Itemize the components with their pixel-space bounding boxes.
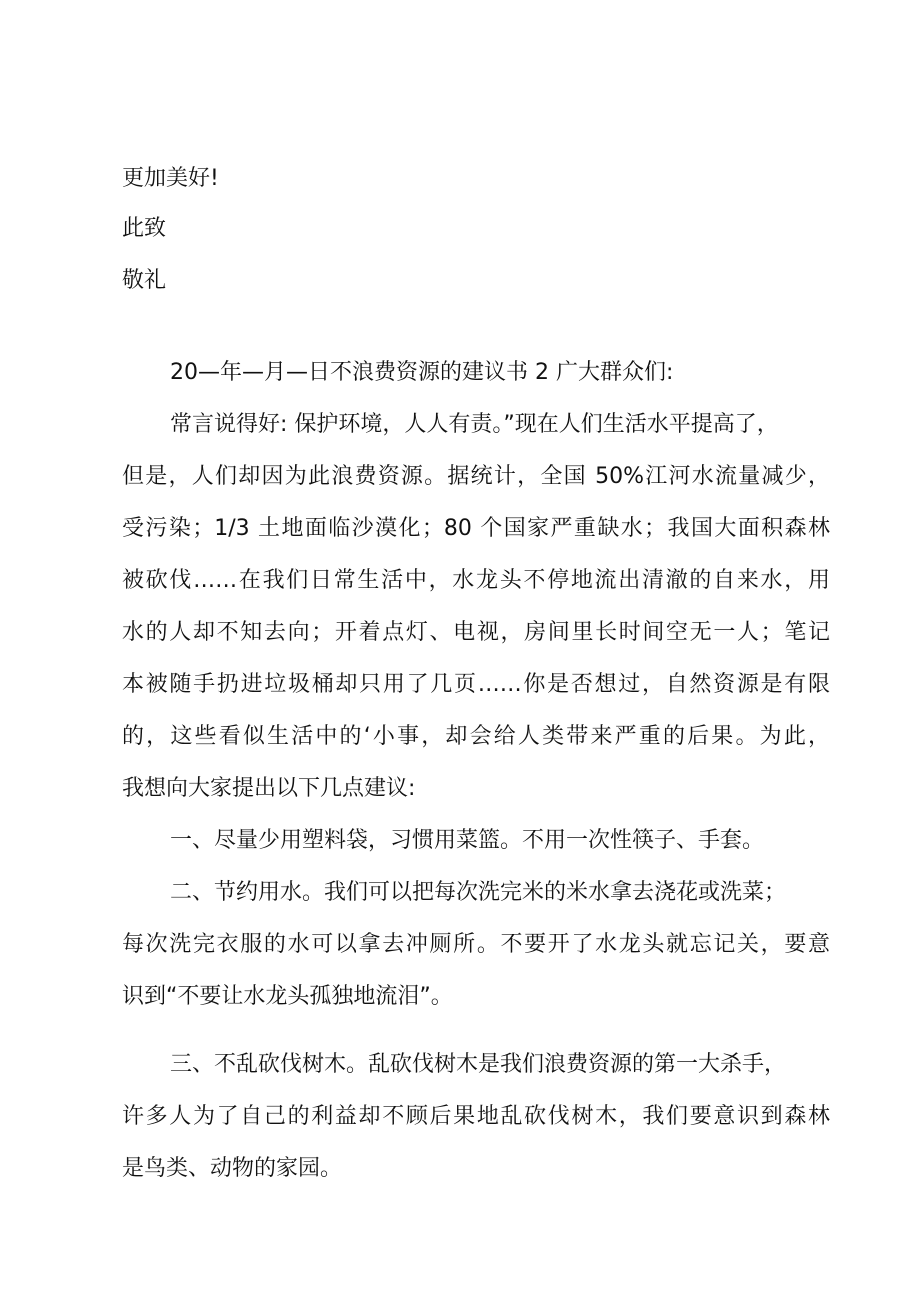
paragraph-line: 但是，人们却因为此浪费资源。据统计，全国 50%江河水流量减少， [122, 464, 830, 489]
paragraph-line: 受污染；1/3 土地面临沙漠化；80 个国家严重缺水；我国大面积森林 [122, 516, 830, 541]
suggestion-item-2: 二、节约用水。我们可以把每次洗完米的米水拿去浇花或洗菜； [170, 880, 787, 905]
proposal-heading: 20—年—月—日不浪费资源的建议书 2 广大群众们: [170, 360, 674, 385]
paragraph-line: 的，这些看似生活中的‘小事，却会给人类带来严重的后果。为此， [122, 724, 830, 749]
salutation-line: 此致 [122, 216, 167, 241]
closing-line: 更加美好! [122, 166, 219, 191]
paragraph-line: 我想向大家提出以下几点建议: [122, 776, 416, 801]
paragraph-line: 水的人却不知去向；开着点灯、电视，房间里长时间空无一人；笔记 [122, 620, 830, 645]
suggestion-item-3: 三、不乱砍伐树木。乱砍伐树木是我们浪费资源的第一大杀手， [170, 1052, 787, 1077]
paragraph-line: 本被随手扔进垃圾桶却只用了几页……你是否想过，自然资源是有限 [122, 672, 830, 697]
paragraph-line: 每次洗完衣服的水可以拿去冲厕所。不要开了水龙头就忘记关，要意 [122, 932, 830, 957]
paragraph-line: 常言说得好: 保护环境，人人有责。”现在人们生活水平提高了， [170, 412, 779, 437]
paragraph-line: 识到“不要让水龙头孤独地流泪”。 [122, 984, 453, 1009]
suggestion-item-1: 一、尽量少用塑料袋，习惯用菜篮。不用一次性筷子、手套。 [170, 828, 765, 853]
paragraph-line: 许多人为了自己的利益却不顾后果地乱砍伐树木，我们要意识到森林 [122, 1104, 830, 1129]
salutation-line: 敬礼 [122, 268, 167, 293]
paragraph-line: 被砍伐……在我们日常生活中，水龙头不停地流出清澈的自来水，用 [122, 568, 830, 593]
paragraph-line: 是鸟类、动物的家园。 [122, 1156, 343, 1181]
